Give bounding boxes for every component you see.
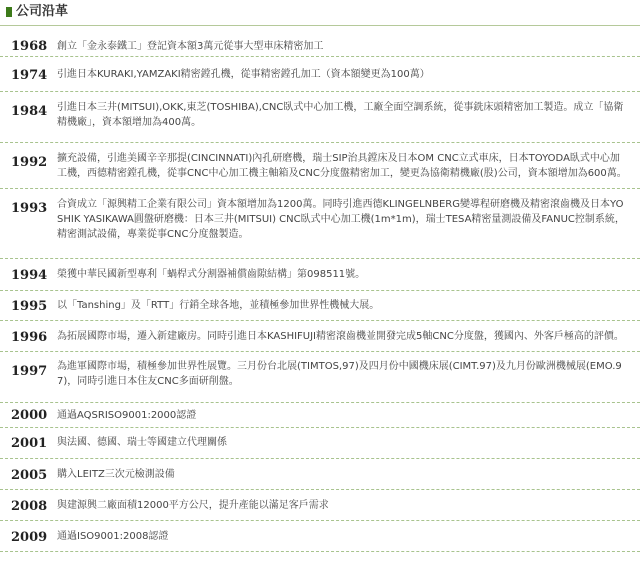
milestone-text: 通過AQSRISO9001:2000認證 — [57, 410, 197, 421]
timeline-row — [0, 428, 640, 459]
timeline-row — [0, 459, 640, 490]
milestone-year: 2009 — [11, 530, 48, 545]
milestone-year: 1997 — [11, 364, 48, 379]
timeline-row — [0, 521, 640, 552]
milestone-text: 購入LEITZ三次元檢測設備 — [57, 469, 175, 480]
milestone-text: 擴充設備，引進美國辛辛那提(CINCINNATI)內孔研磨機，瑞士SIP治具鏜床及日本OM CNC立式車床，日本TOYODA臥式中心加工機，西德精密鏜孔機，從事CNC中心加工機主軸箱及CNC分度盤精密加工，變更為協衛精機廠(股)公司，資本額增加為600萬。 — [57, 153, 627, 179]
milestone-text: 以「Tanshing」及「RTT」行銷全球各地，並積極參加世界性機械大展。 — [57, 300, 380, 311]
milestone-year: 1992 — [11, 155, 48, 170]
milestone-text: 引進日本三井(MITSUI),OKK,東芝(TOSHIBA),CNC臥式中心加工機，工廠全面空調系統，從事銑床頭精密加工製造。成立「協衛精機廠」，資本額增加為400萬。 — [57, 102, 624, 128]
timeline-row — [0, 291, 640, 321]
section-marker — [6, 7, 12, 17]
section-header — [0, 0, 640, 26]
milestone-text: 合資成立「源興精工企業有限公司」資本額增加為1200萬。同時引進西德KLINGELNBERG變導程研磨機及精密滾齒機及日本YOSHIK YASIKAWA圓盤研磨機：日本三井(MITSUI) CNC臥式中心加工機(1m*1m)，瑞士TESA精密量測設備及FANUC控制系統，精密測試設備，專業從事CNC分度盤製造。 — [57, 199, 625, 240]
milestone-year: 2001 — [11, 436, 48, 451]
milestone-text: 與建源興二廠面積12000平方公尺，提升產能以滿足客戶需求 — [57, 500, 329, 511]
timeline-row — [0, 57, 640, 92]
milestone-text: 引進日本KURAKI,YAMZAKI精密鏜孔機，從事精密鏜孔加工（資本額變更為100萬） — [57, 69, 430, 80]
milestone-year: 1968 — [11, 39, 48, 54]
timeline-row — [0, 490, 640, 521]
milestone-text: 為拓展國際市場，遷入新建廠房。同時引進日本KASHIFUJI精密滾齒機並開發完成5軸CNC分度盤，獲國內、外客戶極高的評價。 — [57, 331, 624, 342]
milestone-year: 2005 — [11, 468, 48, 483]
milestone-year: 1984 — [11, 104, 48, 119]
timeline-row — [0, 352, 640, 403]
milestone-year: 2000 — [11, 408, 48, 423]
timeline-row — [0, 143, 640, 189]
milestone-year: 1995 — [11, 299, 48, 314]
timeline-row — [0, 189, 640, 259]
milestone-year: 1974 — [11, 68, 48, 83]
milestone-text: 創立「金永泰鐵工」登記資本額3萬元從事大型車床精密加工 — [57, 41, 324, 52]
milestone-text: 榮獲中華民國新型專利「蝸桿式分割器補償齒隙結構」第098511號。 — [57, 269, 366, 280]
timeline-row — [0, 403, 640, 428]
milestone-year: 1993 — [11, 201, 48, 216]
timeline-row — [0, 34, 640, 57]
milestone-year: 1994 — [11, 268, 48, 283]
milestone-year: 2008 — [11, 499, 48, 514]
milestone-text: 通過ISO9001:2008認證 — [57, 531, 169, 542]
timeline-row — [0, 321, 640, 352]
timeline-row — [0, 92, 640, 143]
milestone-text: 與法國、德國、瑞士等國建立代理關係 — [57, 437, 227, 448]
milestone-year: 1996 — [11, 330, 48, 345]
section-title: 公司沿革 — [16, 4, 69, 19]
timeline-row — [0, 259, 640, 291]
milestone-text: 為進軍國際市場，積極參加世界性展覽。三月份台北展(TIMTOS,97)及四月份中國機床展(CIMT.97)及九月份歐洲機械展(EMO.97)，同時引進日本住友CNC多面研削盤。 — [57, 361, 622, 387]
